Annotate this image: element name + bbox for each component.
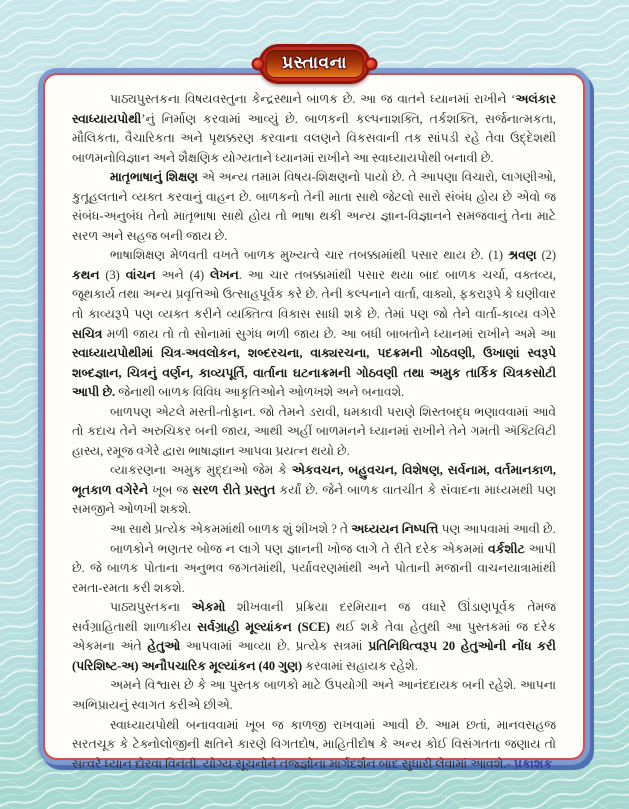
paragraph-bold-run: માતૃભાષાનું શિક્ષણ bbox=[110, 170, 198, 185]
paragraph-text-run: સ્વાધ્યાયપોથી બનાવવામાં ખૂબ જ કાળજી રાખવામાં આવી છે. આમ છતાં, માનવસહજ સરતચૂક કે ટેક્નોલોજીની ક્ષતિને કારણે વિગતદોષ, માહિતીદોષ કે અન્ય કોઈ વિસંગતતા જણાય તો સત્વરે ધ્યાન દોરવા વિનંતી. યોગ્ય સૂચનોને તજ્જ્ઞોના માર્ગદર્શન બાદ સુધારી લેવામાં આવશે. bbox=[72, 717, 556, 771]
paragraph-text-run: અને (4) bbox=[155, 267, 210, 282]
paragraph-bold-run: એકમો bbox=[191, 600, 226, 615]
paragraph bbox=[72, 716, 556, 775]
paragraph-text-run: પાઠ્યપુસ્તકના bbox=[110, 600, 192, 615]
paragraph-bold-run: કથન bbox=[72, 267, 100, 282]
title-banner-inner bbox=[265, 50, 364, 78]
paragraph-text-run: પણ આપવામાં આવી છે. bbox=[438, 522, 556, 537]
banner-knob-left-icon bbox=[251, 58, 264, 71]
paragraph-bold-run: સચિત્ર bbox=[72, 326, 103, 341]
paragraph bbox=[72, 403, 556, 462]
paragraph-text-run: કર્યાં છે. જેને બાળક વાતચીત કે સંવાદના માધ્યમથી પણ સમજીને ઓળખી શકશે. bbox=[72, 482, 556, 517]
paragraph-text-run: આપવામાં આવ્યા છે. પ્રત્યેક સત્રમાં bbox=[180, 639, 369, 654]
paragraph-text-run: જેનાથી બાળક વિવિધ આકૃતિઓને ઓળખશે અને બનાવશે. bbox=[115, 385, 405, 400]
paragraph-bold-run: એકવચન, બહુવચન, વિશેષણ, સર્વનામ, વર્તમાનકાળ, ભૂતકાળ વગેરેને bbox=[72, 463, 557, 497]
paragraph-bold-run: શ્રવણ bbox=[507, 248, 537, 263]
paragraph-text-run: ભાષાશિક્ષણ મેળવતી વખતે બાળક મુખ્યત્વે ચાર તબક્કામાંથી પસાર થાય છે. (1) bbox=[110, 248, 508, 263]
paragraph-text-run: ખૂબ જ bbox=[148, 482, 193, 497]
paragraph-bold-run: પ્રતિનિધિત્વરૂપ 20 હેતુઓની નોંધ કરી (પરિશિષ્ટ-અ) અનૌપચારિક મૂલ્યાંકન (40 ગુણ) bbox=[72, 639, 556, 673]
paragraph bbox=[72, 540, 556, 599]
paragraph-text-run: આપી છે. જે બાળક પોતાના અનુભવ જગતમાંથી, પર્યાવરણમાંથી અને પોતાની મજાની વાચનયાત્રામાંથી રમતા-રમતા કરી શકશે. bbox=[72, 541, 556, 595]
title-banner bbox=[258, 44, 371, 84]
paragraph-text-run: વ્યાકરણના અમુક મુદ્દાઓ જેમ કે bbox=[110, 463, 292, 478]
paragraph-bold-run: અધ્યયન નિષ્પત્તિ bbox=[351, 522, 439, 537]
paragraph-bold-run: સરળ રીતે પ્રસ્તુત bbox=[192, 482, 276, 497]
paragraph bbox=[72, 520, 556, 540]
preface-body bbox=[43, 73, 585, 771]
paragraph bbox=[72, 246, 556, 402]
paragraph-text-run: ’નું નિર્માણ કરવામાં આવ્યું છે. બાળકની કલ્પનાશક્તિ, તર્કશક્તિ, સર્જનાત્મકતા, મૌલિકતા, વૈચારિકતા અને પૃથક્કરણ કરવાના વલણને વિકસવાની તક સાંપડી રહે તેવા ઉદ્દેશથી બાળમનોવિજ્ઞાન અને શૈક્ષણિક યોગ્યતાને ધ્યાનમાં રાખીને આ સ્વાધ્યાયપોથી બનાવી છે. bbox=[72, 111, 556, 165]
paragraph bbox=[72, 676, 556, 715]
paragraph-text-run: બાળકોને ભણતર બોજ ન લાગે પણ જ્ઞાનની ખોજ લાગે તે રીતે દરેક એકમમાં bbox=[110, 541, 488, 556]
paragraph-bold-run: સ્વાધ્યાયપોથીમાં ચિત્ર-અવલોકન, શબ્દરચના, વાક્યરચના, પદક્રમની ગોઠવણી, ઉખાણાં સ્વરૂપે શબ્દજ્ઞાન, ચિત્રનું વર્ણન, કાવ્યપૂર્તિ, વાર્તાના ઘટનાક્રમની ગોઠવણી તથા અમુક તાર્કિક ચિત્રકસોટી આપી છે. bbox=[72, 346, 556, 400]
content-frame bbox=[38, 68, 590, 771]
paragraph-text-run: (3) bbox=[99, 267, 126, 282]
paragraph-text-run: શીખવાની પ્રક્રિયા દરમિયાન જ વધારે ઊંડાણપૂર્વક તેમજ સર્વગ્રાહિતાથી શાળાકીય bbox=[72, 600, 556, 634]
paragraph bbox=[72, 461, 556, 520]
publisher-signature: - પ્રકાશક bbox=[506, 756, 552, 771]
paragraph-text-run: કરવામાં સહાયક રહેશે. bbox=[302, 658, 418, 673]
paragraph-text-run: થઈ શકે તેવા હેતુથી આ પુસ્તકમાં જ દરેક એકમના અંતે bbox=[72, 619, 556, 654]
paragraph-text-run: આ સાથે પ્રત્યેક એકમમાંથી બાળક શું શીખશે ? તે bbox=[110, 522, 352, 537]
paragraph-text-run: પાઠ્યપુસ્તકના વિષયવસ્તુના કેન્દ્રસ્થાને બાળક છે. આ જ વાતને ધ્યાનમાં રાખીને ‘ bbox=[110, 92, 516, 106]
paragraph bbox=[72, 168, 556, 246]
paragraph-bold-run: હેતુઓ bbox=[147, 639, 181, 654]
paragraph bbox=[72, 90, 556, 168]
paragraph-text-run: બાળપણ એટલે મસ્તી-તોફાન. જો તેમને ડરાવી, ધમકાવી પરાણે શિસ્તબદ્ધ ભણાવવામાં આવે તો કદાચ તેને અરુચિકર બની જાય, આથી અહીં બાળમનને ધ્યાનમાં રાખીને તેને ગમતી ઍક્ટિવિટી હાસ્ય, રમૂજ વગેરે દ્વારા ભાષાજ્ઞાન આપવા પ્રયત્ન થયો છે. bbox=[72, 404, 556, 458]
paragraph-bold-run: વર્કશીટ bbox=[487, 541, 525, 556]
paragraph bbox=[72, 598, 556, 676]
paragraph-text-run: અમને વિશ્વાસ છે કે આ પુસ્તક બાળકો માટે ઉપયોગી અને આનંદદાયક બની રહેશે. આપના અભિપ્રાયનું સ્વાગત કરીએ છીએ. bbox=[72, 678, 556, 712]
page-title: પ્રસ્તાવના bbox=[282, 53, 347, 72]
paragraph-bold-run: અલંકાર સ્વાધ્યાયપોથી bbox=[72, 92, 556, 126]
paragraph-bold-run: વાંચન bbox=[125, 267, 156, 282]
paragraph-text-run: મળી જાય તો તો સોનામાં સુગંધ ભળી જાય છે. આ બધી બાબતોને ધ્યાનમાં રાખીને અમે આ bbox=[102, 326, 556, 341]
paragraph-text-run: (2) bbox=[536, 248, 556, 263]
banner-knob-right-icon bbox=[365, 58, 378, 71]
paragraph-text-run: એ અન્ય તમામ વિષય-શિક્ષણનો પાયો છે. તે આપણા વિચારો, લાગણીઓ, કુતૂહલતાને વ્યક્ત કરવાનું વાહન છે. બાળકનો તેની માતા સાથે જેટલો સારો સંબંધ હોય છે એવો જ સંબંધ-અનુબંધ તેનો માતૃભાષા સાથે હોય તો ભાષા થકી અન્ય જ્ઞાન-વિજ્ઞાનને સમજવાનું તેના માટે સરળ અને સહજ બની જાય છે. bbox=[72, 170, 556, 243]
paragraph-bold-run: સર્વગ્રાહી મૂલ્યાંકન (SCE) bbox=[197, 619, 330, 634]
paragraph-text-run: . આ ચાર તબક્કામાંથી પસાર થયા બાદ બાળક ચર્ચા, વક્તવ્ય, જૂથકાર્ય તથા અન્ય પ્રવૃત્તિઓ ઉત્સાહપૂર્વક કરે છે. તેની કલ્પનાને વાર્તા, વાક્યો, ફકરારૂપે કે ઘણીવાર તો કાવ્યરૂપે પણ વ્યક્ત કરીને વ્યક્તિત્વ વિકાસ સાધી શકે છે. તેમાં પણ જો તેને વાર્તા-કાવ્ય વગેરે bbox=[72, 267, 556, 322]
paragraph-bold-run: લેખન bbox=[209, 267, 239, 282]
